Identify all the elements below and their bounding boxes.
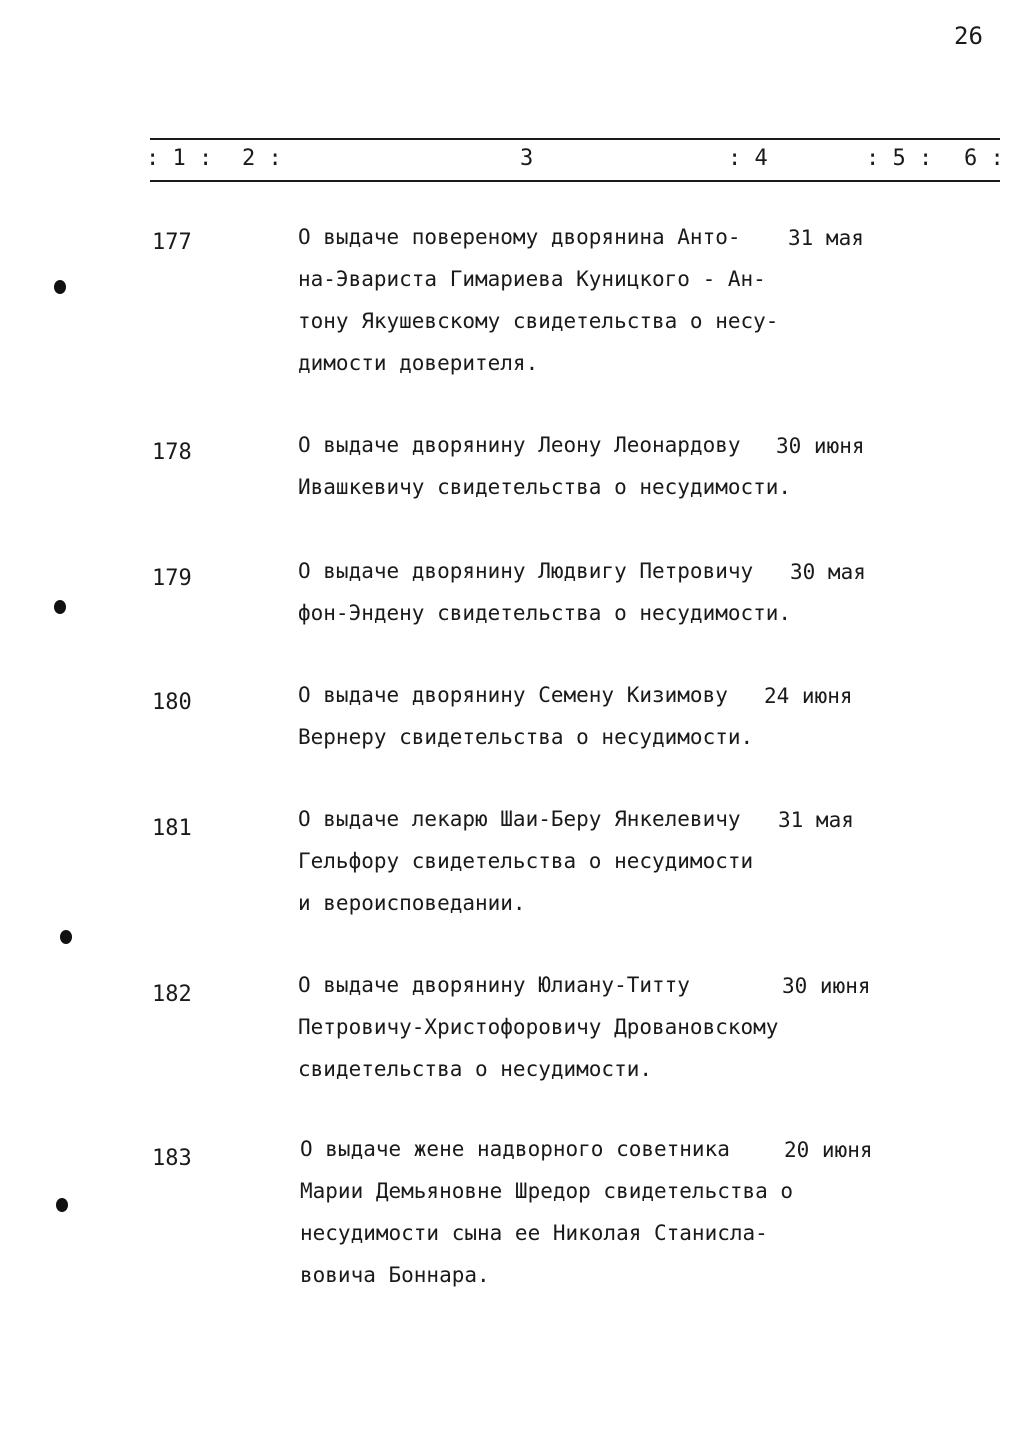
entry-line: О выдаче дворянину Юлиану-Титту [298, 973, 690, 997]
entry-number: 179 [152, 566, 192, 591]
entry-line: Петровичу-Христофоровичу Дровановскому [298, 1015, 779, 1039]
entry-date: 31 мая [778, 808, 854, 832]
entry-line: Ивашкевичу свидетельства о несудимости. [298, 475, 792, 499]
entry-number: 183 [152, 1146, 192, 1171]
entry-line: Марии Демьяновне Шредор свидетельства о [300, 1179, 794, 1203]
entry-description [298, 964, 778, 1090]
entry-number: 182 [152, 982, 192, 1007]
column-header-3: 3 [520, 146, 534, 171]
punch-hole-mark [54, 600, 66, 614]
header-top-rule [150, 138, 1000, 140]
column-header-2: 2 : [242, 146, 282, 171]
entry-description [298, 216, 778, 384]
entry-date: 30 июня [776, 434, 865, 458]
page-number: 26 [954, 22, 983, 50]
entry-line: и вероисповедании. [298, 891, 526, 915]
entry-line: вовича Боннара. [300, 1263, 490, 1287]
entry-date: 31 мая [788, 226, 864, 250]
entry-date: 30 мая [790, 560, 866, 584]
entry-line: О выдаче дворянину Людвигу Петровичу [298, 559, 754, 583]
entry-line: О выдаче дворянину Семену Кизимову [298, 683, 728, 707]
entry-description [298, 674, 753, 758]
entry-line: Вернеру свидетельства о несудимости. [298, 725, 754, 749]
entry-date: 20 июня [784, 1138, 873, 1162]
entry-number: 181 [152, 816, 192, 841]
entry-line: О выдаче жене надворного советника [300, 1137, 730, 1161]
entry-line: О выдаче лекарю Шаи-Беру Янкелевичу [298, 807, 741, 831]
entry-line: на-Эвариста Гимариева Куницкого - Ан- [298, 267, 766, 291]
entry-line: свидетельства о несудимости. [298, 1057, 653, 1081]
entry-line: О выдаче дворянину Леону Леонардову [298, 433, 741, 457]
column-header-6: 6 : [964, 146, 1004, 171]
entry-description [298, 798, 753, 924]
entry-line: несудимости сына ее Николая Станисла- [300, 1221, 768, 1245]
entry-date: 30 июня [782, 974, 871, 998]
entry-description [300, 1128, 793, 1296]
entry-line: димости доверителя. [298, 351, 539, 375]
entry-date: 24 июня [764, 684, 853, 708]
header-bottom-rule [150, 180, 1000, 182]
column-header-5: : 5 : [866, 146, 933, 171]
entry-line: фон-Эндену свидетельства о несудимости. [298, 601, 792, 625]
entry-line: О выдаче повереному дворянина Анто- [298, 225, 741, 249]
entry-line: тону Якушевскому свидетельства о несу- [298, 309, 779, 333]
entry-number: 180 [152, 690, 192, 715]
column-header-1: : 1 : [146, 146, 213, 171]
entry-number: 178 [152, 440, 192, 465]
entry-description [298, 550, 791, 634]
entry-description [298, 424, 791, 508]
column-header-4: : 4 [728, 146, 768, 171]
entry-number: 177 [152, 230, 192, 255]
punch-hole-mark [56, 1198, 68, 1212]
entry-line: Гельфору свидетельства о несудимости [298, 849, 754, 873]
punch-hole-mark [54, 280, 66, 294]
punch-hole-mark [60, 930, 72, 944]
